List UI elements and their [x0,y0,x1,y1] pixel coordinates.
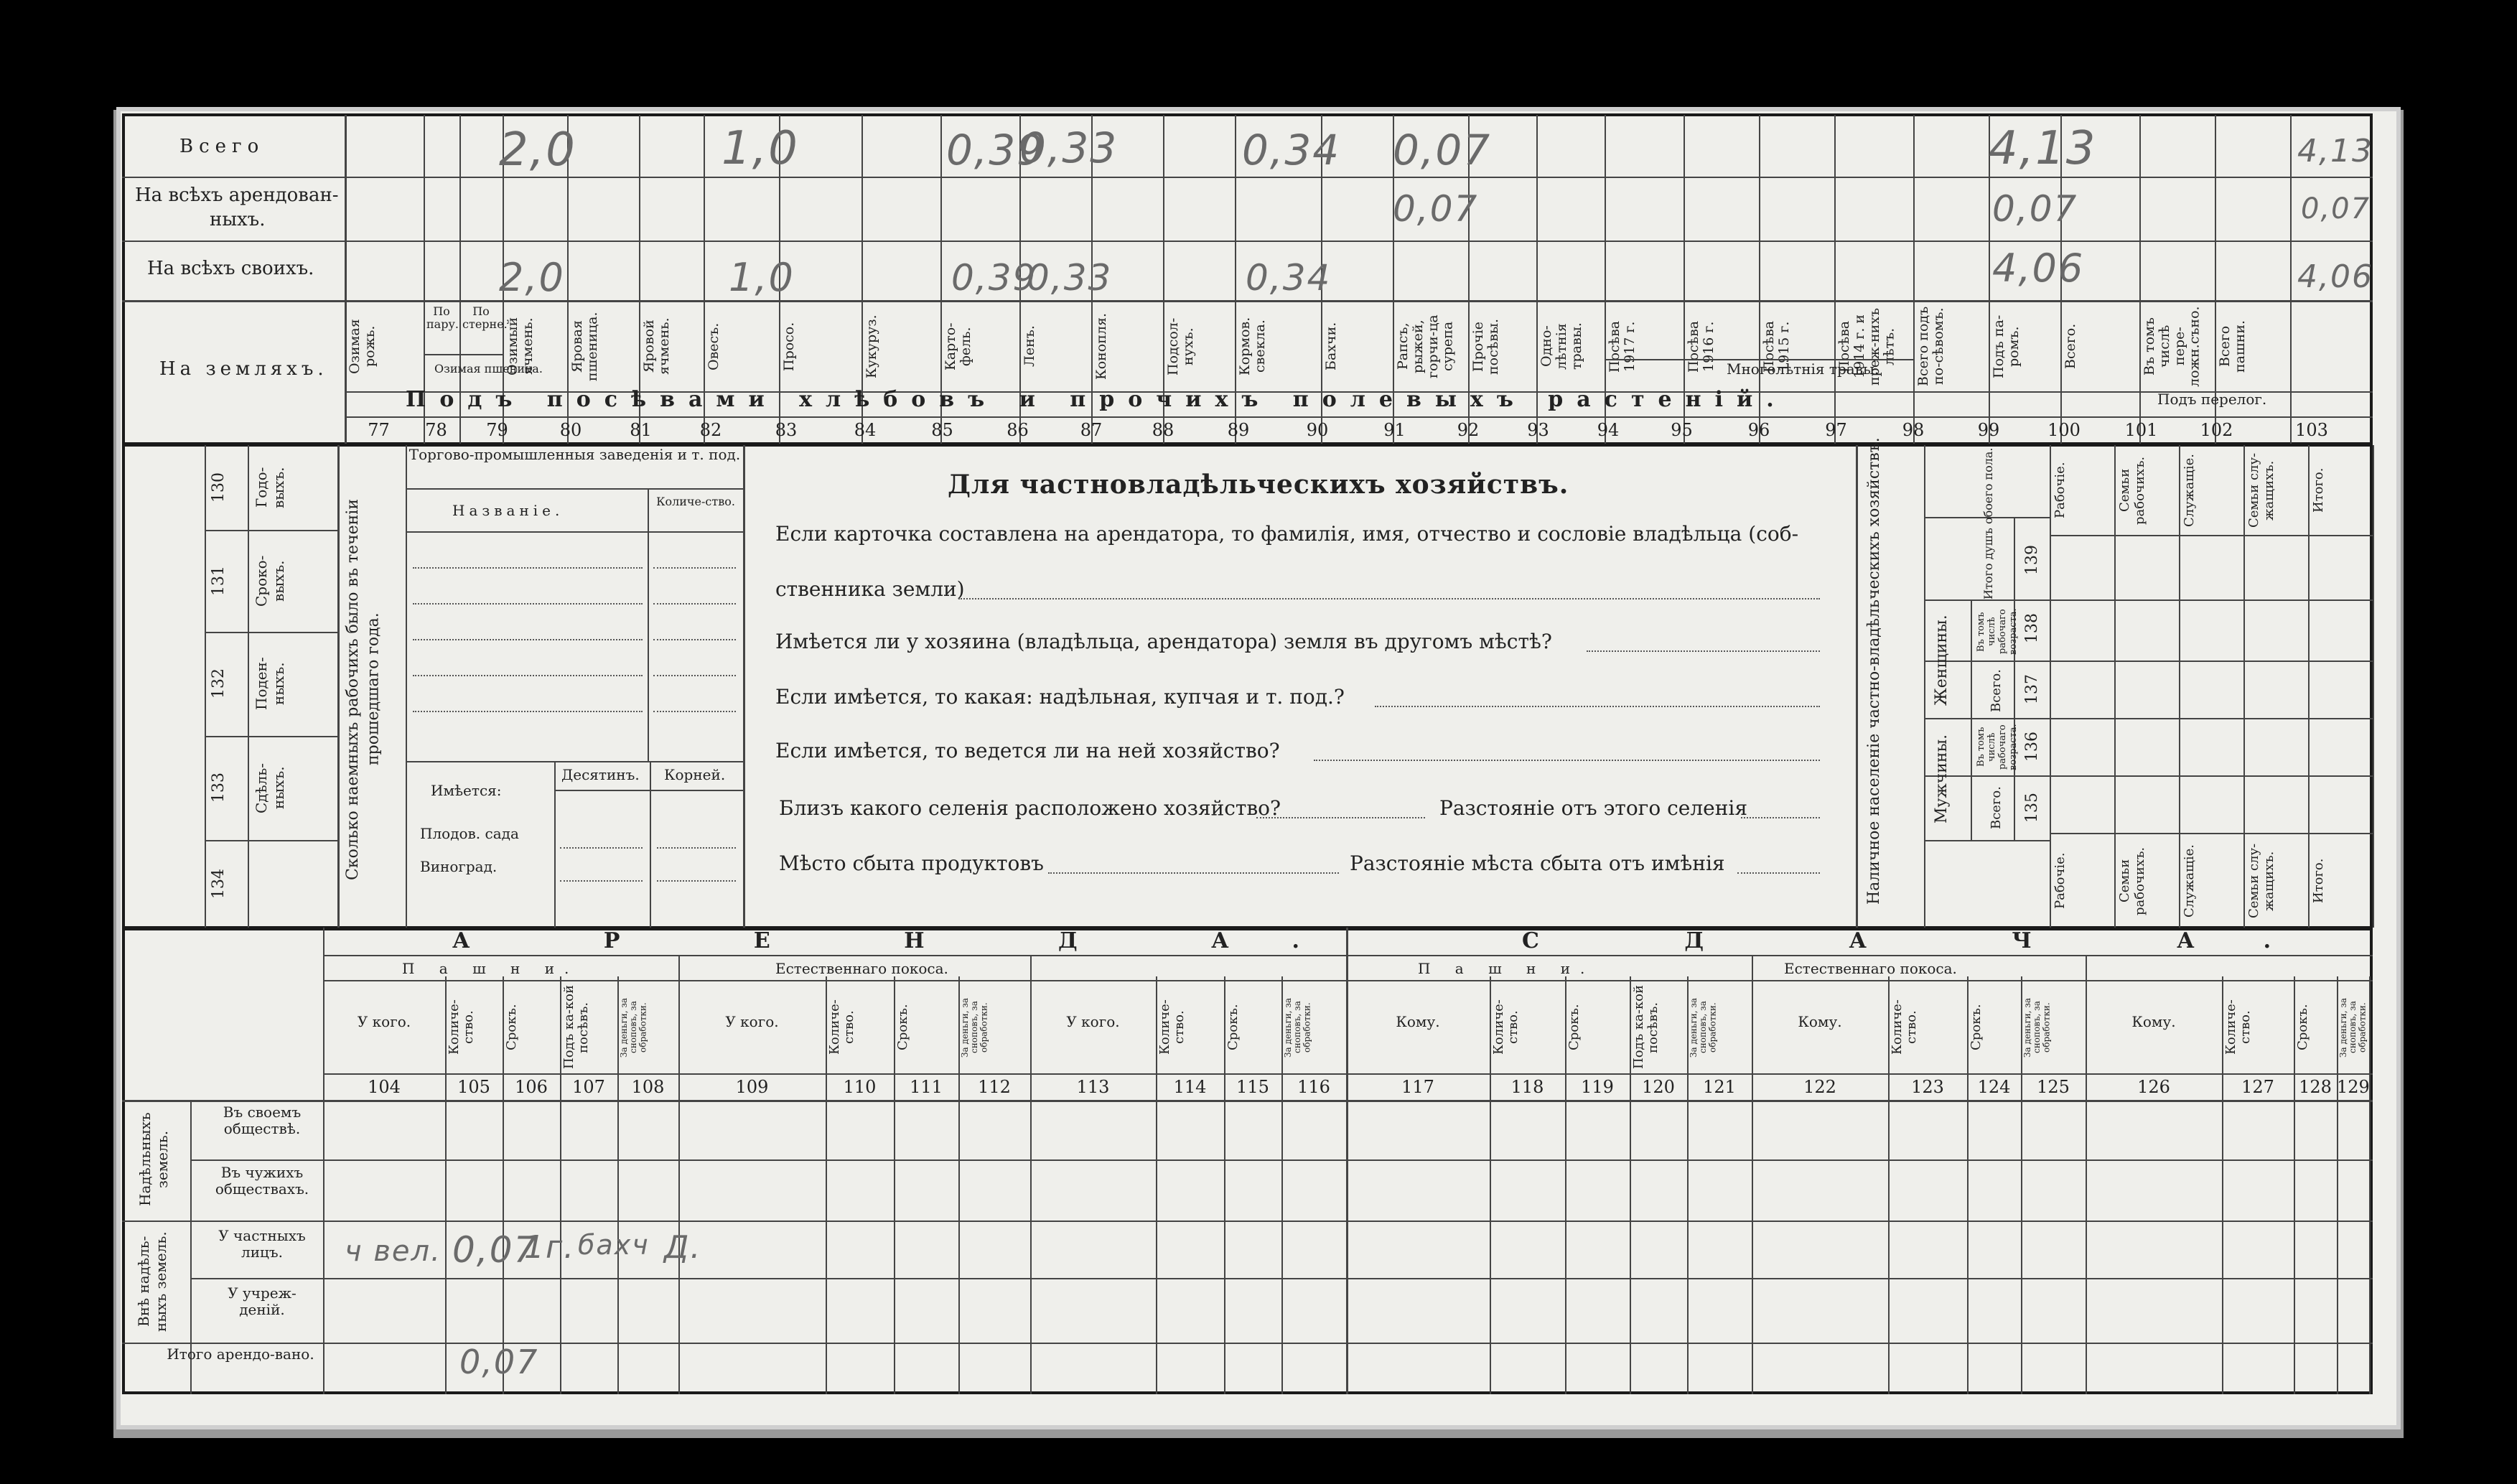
right-row-line [2050,599,2373,601]
rental-col-number: 117 [1401,1077,1434,1097]
women-working-age-label: Въ томъ числѣ рабочаго возраста. [1976,608,2019,655]
question-5b: Разстояніе отъ этого селенія [1439,796,1747,820]
worker-col-number: 131 [210,566,228,596]
rental-col-number: 125 [2037,1077,2070,1097]
rental-col-number: 119 [1581,1077,1614,1097]
top-col-line [1834,115,1836,444]
men-total-label: Всего. [1989,786,2004,829]
rental-col-header: За деньги, за сноповъ, за обработки. [1689,997,1718,1058]
sdacha-pashni: П а ш н и. [1418,960,1595,977]
fallow-label: Подъ перелог. [2157,391,2267,408]
staff-header-top: Итого. [2311,467,2326,513]
rental-col-header: Количе-ство. [2223,999,2253,1055]
multi-grass-label: Многолѣтнія травы. [1727,360,1879,378]
rental-col-number: 106 [515,1077,548,1097]
question-5a: Близъ какого селенія расположено хозяйство? [779,796,1281,820]
top-col-number: 100 [2047,420,2081,440]
rental-col-number: 105 [457,1077,490,1097]
top-col-number: 78 [425,420,447,440]
staff-header-top: Семьи слу-жащихъ. [2246,452,2276,528]
col-header-po-paru: По пару. [426,304,459,331]
right-col-line [2243,445,2245,928]
top-col-number: 94 [1597,420,1620,440]
hw-own-82: 1,0 [729,255,795,300]
top-col-number: 86 [1007,420,1029,440]
col-header-vsego-pashni: Всего пашни. [2217,319,2248,373]
col-header-proso: Просо. [781,322,797,371]
row-other-societies: Въ чужихъ обществахъ. [215,1164,309,1198]
rental-col-header: За деньги, за сноповъ, за обработки. [960,997,989,1058]
pop-num-138: 138 [2023,613,2041,643]
top-col-number: 97 [1825,420,1847,440]
hw-total-79: 2,0 [499,123,576,177]
hw-private-105: 0,07 [452,1229,538,1271]
top-col-number: 81 [630,420,652,440]
row-label-rented-2: ныхъ. [210,209,266,230]
rental-col-header: Срокъ. [1225,1004,1241,1051]
top-col-number: 88 [1152,420,1175,440]
top-col-number: 77 [368,420,390,440]
pop-num-136: 136 [2023,732,2041,762]
rental-col-header: За деньги, за сноповъ, за обработки. [2338,997,2368,1058]
col-header-yarovoi-yachmen: Яровой ячмень. [641,317,672,375]
bottom-col-line [2369,976,2371,1394]
staff-header-bottom: Служащіе. [2182,844,2197,918]
col-header-konoplya: Конопля. [1093,313,1109,381]
rental-col-header: У кого. [357,1013,411,1030]
hw-own-79: 2,0 [499,255,565,300]
rental-col-header: Количе-ство. [447,999,476,1055]
worker-type-label: Сроко-выхъ. [253,555,287,607]
staff-header-bottom: Семьи рабочихъ. [2117,846,2147,915]
col-header-perelog-v-tom-chisle: Въ томъ числѣ пере-ложн.съно. [2142,306,2203,387]
bottom-row-line [323,980,2373,981]
top-col-number: 80 [559,420,582,440]
rental-col-header: Кому. [1798,1013,1842,1030]
arenda-sdacha-divider [1346,928,1348,1394]
top-col-number: 101 [2124,420,2158,440]
top-col-line [2290,115,2292,444]
men-label: Мужчины. [1933,734,1951,824]
women-total-label: Всего. [1989,669,2004,713]
col-header-odnoletnie-travy: Одно-лѣтнія травы. [1538,322,1584,370]
question-1a: Если карточка составлена на арендатора, то фамилія, имя, отчество и сословіе владѣльца (соб- [775,522,1799,546]
total-both-sexes-label: Итого душъ обоего пола. [1981,447,1995,599]
hired-workers-label: Сколько наемныхъ рабочихъ было въ теченіи прошедшаго года. [344,498,383,880]
hw-total-85: 0,39 [946,126,1045,174]
rental-col-number: 129 [2337,1077,2370,1097]
rental-col-header: За деньги, за сноповъ, за обработки. [2022,997,2052,1058]
top-col-number: 96 [1747,420,1770,440]
worker-type-label: Годо-выхъ. [253,467,287,508]
trade-name-header: Названіе. [452,502,564,519]
staff-header-bottom: Рабочіе. [2053,852,2068,910]
hw-total-103: 4,13 [2297,133,2373,169]
col-header-posev-1915: Посѣва 1915 г. [1761,320,1792,373]
hw-private-108: Д. [664,1229,702,1266]
rental-col-header: Подъ ка-кой посѣвъ. [1631,985,1661,1070]
pop-num-137: 137 [2023,674,2041,704]
rental-col-number: 104 [368,1077,401,1097]
rental-col-header: Срокъ. [895,1004,910,1051]
row-label-total: Всего [179,136,265,157]
women-label: Женщины. [1933,615,1951,706]
worker-col-number: 134 [210,869,228,899]
row-label-lands: На земляхъ. [159,358,328,380]
top-col-number: 83 [775,420,798,440]
right-row-line [2050,661,2373,662]
hw-total-99: 4,13 [1989,122,2097,175]
hw-private-107: бахч [578,1229,650,1261]
arenda-pokos: Естественнаго покоса. [775,960,948,977]
rental-col-header: Количе-ство. [1491,999,1521,1055]
bottom-row-line [190,1278,2373,1279]
worker-col-number: 133 [210,773,228,803]
bottom-row-line [122,1100,2373,1102]
rental-col-number: 128 [2299,1077,2332,1097]
rental-col-number: 120 [1642,1077,1675,1097]
col-header-kormovaya-svekla: Кормов. свекла. [1237,317,1268,376]
top-col-number: 98 [1902,420,1925,440]
col-header-vsego-pod-posevom: Всего подъ по-сѣвомъ. [1915,306,1946,387]
rental-col-header: Кому. [2131,1013,2176,1030]
rental-col-number: 109 [735,1077,769,1097]
rental-col-header: У кого. [725,1013,779,1030]
row-private-persons: У частныхъ лицъ. [218,1227,306,1261]
rental-col-header: Количе-ство. [1890,999,1919,1055]
ozimaya-pshenitsa-label: Озимая пшеница. [434,362,543,375]
rental-col-header: Срокъ. [504,1004,519,1051]
worker-col-number: 132 [210,668,228,699]
hw-total-82: 1,0 [722,122,799,175]
rental-col-number: 115 [1236,1077,1269,1097]
rental-col-number: 118 [1510,1077,1544,1097]
bottom-col-line [323,928,324,1394]
rental-col-header: Количе-ство. [1157,999,1187,1055]
top-col-line [2139,115,2141,444]
pop-num-139: 139 [2023,545,2041,575]
rental-col-number: 110 [843,1077,877,1097]
top-col-number: 89 [1227,420,1250,440]
top-col-number: 79 [486,420,508,440]
col-header-ozimaya-rozh: Озимая рожь. [347,319,378,374]
arenda-pashni: П а ш н и. [402,960,579,977]
hw-rented-91: 0,07 [1393,188,1479,230]
men-working-age-label: Въ томъ числѣ рабочаго возраста. [1976,724,2019,770]
col-header-ozimyi-yachmen: Озимый ячмень. [505,317,536,376]
hw-total-86: 0,33 [1019,123,1119,172]
worker-type-label: Сдѣль-ныхъ. [253,762,287,813]
col-header-pod-parom: Подъ па-ромъ. [1991,314,2022,378]
col-header-raps: Рапсъ, рыжей, горчи-ца сурепа [1395,314,1456,378]
worker-type-label: Поден-ныхъ. [253,657,287,711]
hw-own-99: 4,06 [1992,246,2085,291]
right-col-line [2114,445,2116,928]
top-col-line [1913,115,1915,444]
rental-col-number: 114 [1173,1077,1207,1097]
top-col-number: 82 [699,420,722,440]
bottom-row-line [323,955,2373,956]
private-title: Для частновладѣльческихъ хозяйствъ. [948,470,1569,500]
rental-col-header: Количе-ство. [827,999,856,1055]
rental-col-number: 124 [1977,1077,2011,1097]
question-2: Имѣется ли у хозяина (владѣльца, арендатора) земля въ другомъ мѣстѣ? [775,630,1552,653]
hw-own-85: 0,39 [951,257,1037,299]
kornei-header: Корней. [664,766,726,783]
question-6b: Разстояніе мѣста сбыта отъ имѣнія [1350,851,1725,875]
top-col-number: 103 [2295,420,2328,440]
hw-rented-103: 0,07 [2301,192,2371,225]
col-header-po-sterne: По стерне. [462,304,508,331]
right-col-line [2050,445,2051,928]
arenda-heading: А Р Е Н Д А. [452,928,1363,953]
rental-col-header: Срокъ. [1969,1004,1984,1051]
question-4: Если имѣется, то ведется ли на ней хозяйство? [775,739,1280,762]
sdacha-pokos: Естественнаго покоса. [1784,960,1957,977]
rental-col-number: 111 [910,1077,943,1097]
trade-qty-header: Количе-ство. [656,495,735,508]
right-row-line [2050,718,2373,719]
rental-col-number: 116 [1297,1077,1330,1097]
col-header-oves: Овесъ. [706,322,722,370]
rental-col-header: Срокъ. [1566,1004,1582,1051]
hw-total-105: 0,07 [459,1343,539,1381]
staff-header-top: Рабочіе. [2053,462,2068,519]
vineyard-label: Виноград. [420,858,498,875]
bottom-row-line [122,1221,2373,1222]
has-label: Имѣется: [431,782,502,799]
hw-total-91: 0,07 [1393,126,1492,174]
top-col-number: 90 [1306,420,1329,440]
right-divider [2050,833,2373,834]
rental-col-number: 127 [2241,1077,2274,1097]
top-col-line [345,115,347,444]
top-col-number: 91 [1383,420,1406,440]
right-row-line [2050,775,2373,777]
top-col-number: 99 [1977,420,2000,440]
hw-own-103: 4,06 [2297,258,2373,295]
population-label: Наличное населеніе частно-владѣльческихъ хозяйствъ. [1865,437,1883,905]
row-label-rented: На всѣхъ арендован- [135,185,339,206]
rental-col-number: 112 [978,1077,1011,1097]
top-col-number: 102 [2200,420,2233,440]
bottom-row-line [323,1073,2373,1075]
top-col-number: 92 [1457,420,1480,440]
worker-col-number: 130 [210,472,228,503]
col-header-podsolnukh: Подсол-нухъ. [1165,317,1196,375]
rental-col-header: Срокъ. [2295,1004,2310,1051]
pop-num-135: 135 [2023,793,2041,823]
rental-col-number: 121 [1703,1077,1736,1097]
row-total-rented: Итого арендо-вано. [167,1345,314,1363]
top-col-number: 87 [1080,420,1103,440]
desyatin-header: Десятинъ. [561,766,640,783]
row-label-own: На всѣхъ своихъ. [147,258,314,279]
hw-own-86: 0,33 [1027,257,1113,299]
col-header-prochie-posevy: Прочіе посѣвы. [1470,318,1501,375]
staff-header-bottom: Семьи слу-жащихъ. [2246,843,2276,919]
col-header-perelog-vsego: Всего. [2063,323,2078,370]
right-col-line [2308,445,2310,928]
trade-title: Торгово-промышленныя заведенія и т. под. [408,446,741,463]
top-col-number: 85 [931,420,953,440]
rental-col-number: 108 [631,1077,665,1097]
rental-col-number: 113 [1076,1077,1110,1097]
row-institutions: У учреж-деній. [228,1284,296,1318]
question-6a: Мѣсто сбыта продуктовъ [779,851,1044,875]
row-own-society: Въ своемъ обществѣ. [223,1103,302,1137]
ozimaya-divider [424,354,503,355]
hw-rented-99: 0,07 [1992,188,2078,230]
staff-header-bottom: Итого. [2311,858,2326,904]
sown-section-title: Подъ посѣвами хлѣбовъ и прочихъ полевыхъ растеній. [406,387,1788,412]
hw-total-89: 0,34 [1242,126,1341,174]
question-1b: ственника земли) [775,577,965,601]
rental-col-number: 123 [1911,1077,1944,1097]
nadel-label: Надѣльныхъ земель. [136,1112,171,1207]
col-header-posev-1917: Посѣва 1917 г. [1607,320,1638,373]
top-col-number: 93 [1527,420,1549,440]
bottom-row-line [190,1159,2373,1161]
right-col-line [2179,445,2180,928]
col-header-kukuruza: Кукуруз. [864,314,879,378]
right-divider [2050,535,2373,536]
question-3: Если имѣется, то какая: надѣльная, купчая и т. под.? [775,685,1345,709]
rental-col-number: 107 [572,1077,605,1097]
top-col-number: 95 [1671,420,1693,440]
hw-private-106: 1г. [524,1229,576,1266]
col-header-posev-1914: Посѣва 1914 г. и преж-нихъ лѣтъ. [1836,307,1897,386]
col-header-bakhchi: Бахчи. [1323,322,1339,371]
right-col-line [2373,445,2374,928]
rental-col-number: 122 [1803,1077,1836,1097]
col-header-kartofel: Карто-фель. [943,322,973,370]
staff-header-top: Семьи рабочихъ. [2117,456,2147,525]
rental-col-header: Кому. [1396,1013,1440,1030]
col-header-yarovaya-pshenitsa: Яровая пшеница. [569,312,600,381]
orchard-label: Плодов. сада [420,825,519,842]
rental-col-header: У кого. [1066,1013,1120,1030]
hw-own-89: 0,34 [1246,257,1332,299]
rental-col-header: За деньги, за сноповъ, за обработки. [619,997,648,1058]
top-col-number: 84 [854,420,877,440]
sdacha-heading: С Д А Ч А. [1522,928,2340,953]
staff-header-top: Служащіе. [2182,454,2197,527]
rental-col-header: За деньги, за сноповъ, за обработки. [1283,997,1312,1058]
rental-col-number: 126 [2137,1077,2170,1097]
col-header-len: Ленъ. [1022,325,1037,368]
col-header-posev-1916: Посѣва 1916 г. [1686,320,1717,373]
hw-private-104: ч вел. [345,1235,442,1268]
vnenadel-label: Внѣ надѣль-ныхъ земель. [135,1231,169,1332]
rental-col-header: Подъ ка-кой посѣвъ. [561,985,591,1070]
